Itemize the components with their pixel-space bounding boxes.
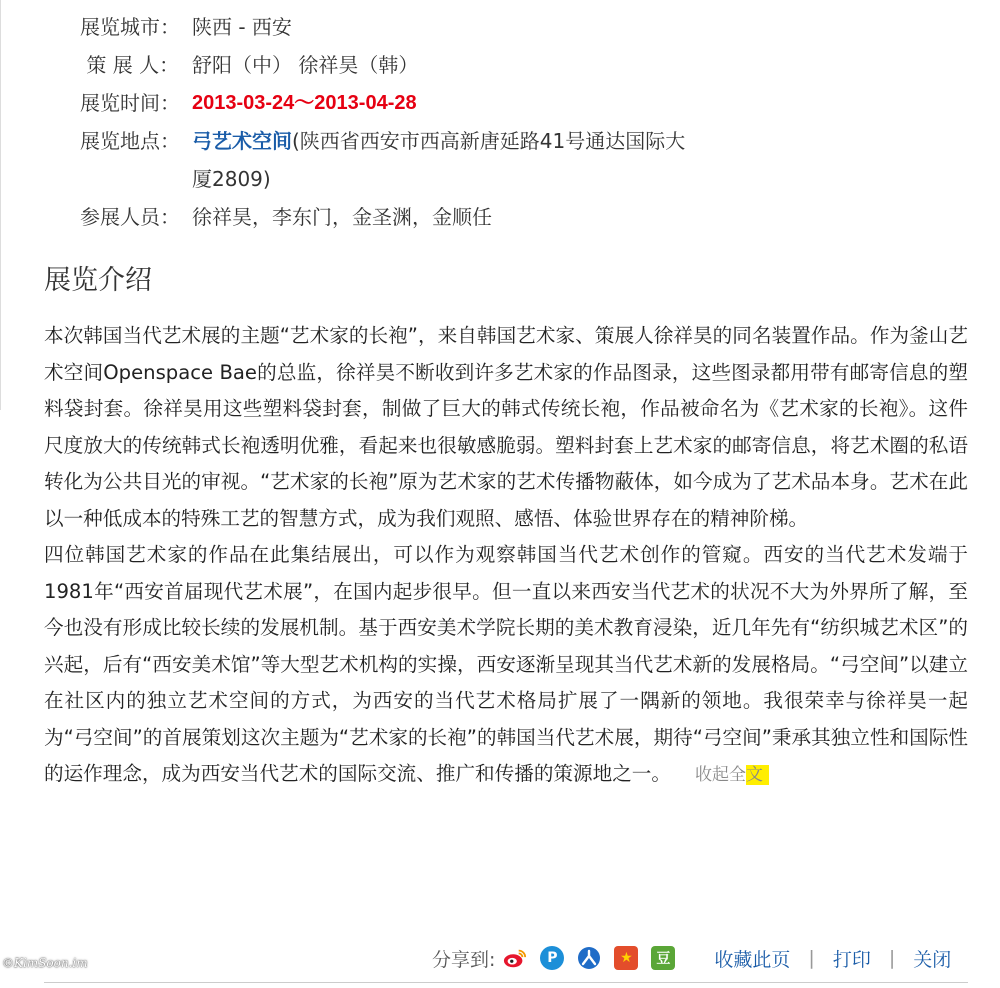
- intro-paragraph-2: [44, 537, 968, 794]
- douban-icon[interactable]: 豆: [651, 946, 675, 970]
- share-label: 分享到:: [432, 948, 496, 971]
- curator-value: 舒阳（中） 徐祥昊（韩）: [192, 53, 419, 77]
- p-share-icon[interactable]: P: [540, 946, 564, 970]
- city-value: 陕西 - 西安: [192, 15, 292, 39]
- collapse-label: 收起全: [695, 765, 746, 785]
- collapse-link[interactable]: [695, 765, 769, 785]
- close-link[interactable]: 关闭: [913, 948, 952, 971]
- collapse-highlight: 文: [746, 765, 769, 785]
- venue-value: [192, 122, 700, 198]
- venue-row: [80, 122, 700, 198]
- separator: |: [888, 947, 896, 969]
- artists-row: [80, 198, 700, 236]
- venue-address: (陕西省西安市西高新唐延路41号通达国际大厦2809): [192, 129, 686, 191]
- renren-icon-graphic: [577, 946, 601, 970]
- watermark: ©KimSoon.im: [2, 956, 88, 970]
- city-label: 展览城市：: [80, 15, 180, 39]
- print-link[interactable]: 打印: [832, 948, 871, 971]
- weibo-icon-graphic: [503, 947, 527, 969]
- date-value: 2013-03-24～2013-04-28: [192, 92, 417, 114]
- date-row: [80, 84, 700, 122]
- qzone-icon[interactable]: ★: [614, 946, 638, 970]
- bottom-divider: [44, 982, 968, 983]
- curator-row: [80, 46, 700, 84]
- artists-value: 徐祥昊，李东门，金圣渊，金顺任: [192, 205, 492, 229]
- city-row: [80, 8, 700, 46]
- renren-icon[interactable]: [577, 946, 601, 970]
- intro-paragraph-1: 本次韩国当代艺术展的主题“艺术家的长袍”，来自韩国艺术家、策展人徐祥昊的同名装置作品。作为釜山艺术空间Openspace Bae的总监，徐祥昊不断收到许多艺术家的作品图录，这些图录都用带有邮寄信息的塑料袋封套。徐祥昊用这些塑料袋封套，制做了巨大的韩式传统长袍，作品被命名为《艺术家的长袍》。这件尺度放大的传统韩式长袍透明优雅，看起来也很敏感脆弱。塑料封套上艺术家的邮寄信息，将艺术圈的私语转化为公共目光的审视。“艺术家的长袍”原为艺术家的艺术传播物蔽体，如今成为了艺术品本身。艺术在此以一种低成本的特殊工艺的智慧方式，成为我们观照、感悟、体验世界存在的精神阶梯。: [44, 324, 968, 530]
- artists-label: 参展人员：: [80, 205, 180, 229]
- share-bar: [432, 938, 951, 978]
- intro-paragraph-2-text: 四位韩国艺术家的作品在此集结展出，可以作为观察韩国当代艺术创作的管窥。西安的当代艺术发端于1981年“西安首届现代艺术展”，在国内起步很早。但一直以来西安当代艺术的状况不大为外界所了解，至今也没有形成比较长续的发展机制。基于西安美术学院长期的美术教育浸染，近几年先有“纺织城艺术区”的兴起，后有“西安美术馆”等大型艺术机构的实操，西安逐渐呈现其当代艺术新的发展格局。“弓空间”以建立在社区内的独立艺术空间的方式，为西安的当代艺术格局扩展了一隅新的领地。我很荣幸与徐祥昊一起为“弓空间”的首展策划这次主题为“艺术家的长袍”的韩国当代艺术展，期待“弓空间”秉承其独立性和国际性的运作理念，成为西安当代艺术的国际交流、推广和传播的策源地之一。: [44, 543, 968, 785]
- weibo-icon[interactable]: [503, 946, 527, 970]
- left-border: [0, 0, 1, 410]
- venue-label: 展览地点：: [80, 129, 180, 153]
- intro-text: [44, 318, 968, 794]
- separator: |: [808, 947, 815, 969]
- bookmark-link[interactable]: 收藏此页: [714, 948, 791, 971]
- section-title: 展览介绍: [44, 265, 152, 296]
- exhibition-info: [80, 8, 700, 236]
- venue-link[interactable]: 弓艺术空间: [192, 129, 292, 153]
- curator-label: 策 展 人：: [80, 53, 180, 77]
- date-label: 展览时间：: [80, 91, 180, 115]
